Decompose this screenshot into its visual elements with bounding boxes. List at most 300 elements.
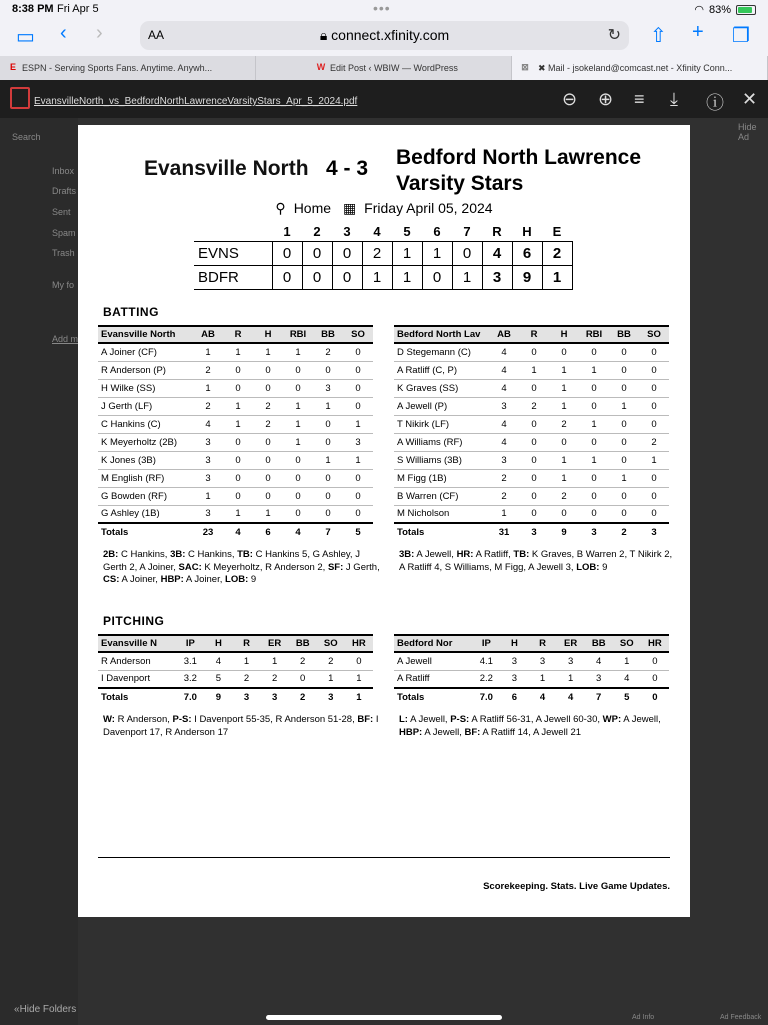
- stat-cell: 3.2: [176, 670, 204, 688]
- note-label: P-S:: [172, 714, 192, 725]
- line-cell: 2: [542, 241, 572, 265]
- totals-cell: 2: [289, 688, 317, 706]
- pitching-notes-away: [103, 714, 383, 739]
- table-row: [98, 487, 373, 505]
- stat-header-row: [394, 635, 669, 652]
- note-value: A Ratliff 14, A Jewell 21: [480, 726, 582, 738]
- stat-column-header: ER: [557, 635, 585, 652]
- stat-cell: 0: [283, 505, 313, 523]
- forward-icon[interactable]: ›: [96, 22, 103, 44]
- stat-cell: 0: [549, 343, 579, 361]
- stat-cell: 1: [549, 397, 579, 415]
- stat-cell: 0: [289, 670, 317, 688]
- stat-cell: 1: [223, 343, 253, 361]
- player-name: S Williams (3B): [394, 451, 489, 469]
- stat-cell: 0: [519, 379, 549, 397]
- stat-cell: 0: [313, 361, 343, 379]
- pitching-heading: PITCHING: [103, 614, 165, 628]
- batting-table-home: [394, 325, 669, 541]
- inning-header: 2: [313, 224, 321, 240]
- stat-cell: 0: [253, 433, 283, 451]
- note-label: BF:: [464, 726, 481, 738]
- stat-cell: 2: [519, 397, 549, 415]
- inning-header: E: [552, 224, 562, 240]
- stat-cell: 3: [528, 652, 556, 670]
- totals-cell: 7.0: [176, 688, 204, 706]
- stat-cell: 1: [283, 343, 313, 361]
- stat-cell: 0: [253, 469, 283, 487]
- note-label: 2B:: [103, 549, 119, 560]
- stat-cell: 5: [204, 670, 232, 688]
- ad-info-link[interactable]: Ad Info: [632, 1014, 655, 1021]
- stat-cell: 0: [639, 487, 669, 505]
- pdf-page: [78, 125, 690, 917]
- stat-cell: 1: [253, 505, 283, 523]
- stat-cell: 2: [193, 397, 223, 415]
- stat-cell: 2: [253, 415, 283, 433]
- table-row: [394, 415, 669, 433]
- stat-cell: 4: [489, 433, 519, 451]
- stat-cell: 0: [519, 343, 549, 361]
- stat-cell: 1: [579, 361, 609, 379]
- table-row: [394, 505, 669, 523]
- close-tab-icon[interactable]: ⊠: [521, 62, 529, 72]
- stat-cell: 2: [313, 343, 343, 361]
- player-name: D Stegemann (C): [394, 343, 489, 361]
- stat-cell: 0: [639, 415, 669, 433]
- player-name: A Ratliff (C, P): [394, 361, 489, 379]
- stat-cell: 0: [579, 379, 609, 397]
- tab-mail[interactable]: [512, 56, 768, 80]
- stat-cell: 1: [283, 415, 313, 433]
- game-meta: [78, 200, 690, 217]
- batting-heading: BATTING: [103, 305, 159, 319]
- totals-cell: 9: [549, 523, 579, 541]
- stat-header-row: [394, 326, 669, 343]
- stat-cell: 4: [585, 652, 613, 670]
- line-cell: 0: [452, 241, 482, 265]
- stat-column-header: H: [549, 326, 579, 343]
- line-cell: 0: [302, 241, 332, 265]
- pitching-table-home: [394, 634, 669, 706]
- table-row: [98, 670, 373, 688]
- player-name: M Figg (1B): [394, 469, 489, 487]
- stat-cell: 0: [343, 469, 373, 487]
- stat-cell: 0: [579, 343, 609, 361]
- note-value: A Ratliff 56-31, A Jewell 60-30,: [469, 714, 603, 725]
- totals-cell: 9: [204, 688, 232, 706]
- stat-cell: 1: [345, 670, 373, 688]
- stat-cell: 0: [609, 415, 639, 433]
- stat-cell: 0: [641, 652, 669, 670]
- stat-cell: 0: [253, 487, 283, 505]
- stat-cell: 2: [289, 652, 317, 670]
- note-label: HBP:: [399, 726, 423, 738]
- stat-column-header: IP: [176, 635, 204, 652]
- stat-cell: 0: [519, 415, 549, 433]
- stat-column-header: H: [253, 326, 283, 343]
- stat-cell: 0: [519, 433, 549, 451]
- hide-ad-link[interactable]: Hide Ad: [738, 122, 757, 142]
- stat-cell: 0: [639, 397, 669, 415]
- totals-cell: 4: [283, 523, 313, 541]
- stat-cell: 0: [253, 451, 283, 469]
- note-value: A Jewell,: [414, 549, 457, 560]
- table-row: [394, 379, 669, 397]
- line-team: BDFR: [194, 265, 272, 289]
- batting-notes-home: [399, 549, 679, 574]
- note-label: HBP:: [160, 574, 184, 585]
- totals-cell: 3: [519, 523, 549, 541]
- stat-cell: 0: [343, 379, 373, 397]
- player-name: T Nikirk (LF): [394, 415, 489, 433]
- player-name: A Jewell: [394, 652, 472, 670]
- stat-cell: 2: [489, 487, 519, 505]
- stat-cell: 4: [193, 415, 223, 433]
- stat-cell: 0: [519, 505, 549, 523]
- stat-cell: 2: [549, 415, 579, 433]
- stat-cell: 1: [313, 397, 343, 415]
- stat-column-header: IP: [472, 635, 500, 652]
- totals-cell: 3: [317, 688, 345, 706]
- stat-cell: 3: [489, 397, 519, 415]
- zoom-in-icon[interactable]: ⊕: [598, 89, 614, 109]
- stat-cell: 1: [609, 397, 639, 415]
- stat-cell: 1: [232, 652, 260, 670]
- note-value: A Jewell,: [407, 714, 451, 725]
- player-name: K Meyerholtz (2B): [98, 433, 193, 451]
- close-icon[interactable]: ✕: [742, 89, 758, 109]
- stat-cell: 2: [193, 361, 223, 379]
- totals-label: Totals: [98, 523, 193, 541]
- stat-cell: 0: [609, 379, 639, 397]
- folder-spam[interactable]: Spam: [52, 228, 76, 238]
- stat-cell: 0: [283, 487, 313, 505]
- home-indicator[interactable]: [266, 1015, 502, 1020]
- inning-header: 5: [403, 224, 411, 240]
- player-name: R Anderson (P): [98, 361, 193, 379]
- battery-icon: [736, 5, 756, 15]
- player-name: K Jones (3B): [98, 451, 193, 469]
- line-cell: 4: [482, 241, 512, 265]
- note-value: R Anderson,: [114, 714, 173, 725]
- batting-notes-away: [103, 549, 383, 587]
- stat-column-header: R: [223, 326, 253, 343]
- stat-cell: 0: [253, 361, 283, 379]
- stat-cell: 0: [283, 379, 313, 397]
- stat-cell: 1: [609, 469, 639, 487]
- line-cell: 0: [332, 265, 362, 289]
- line-cell: 9: [512, 265, 542, 289]
- team-column-header: Bedford Nor: [394, 635, 472, 652]
- table-row: [98, 397, 373, 415]
- stat-cell: 2: [489, 469, 519, 487]
- stat-cell: 0: [609, 451, 639, 469]
- menu-icon[interactable]: ≡: [634, 89, 645, 109]
- location-pin-icon: ⚲: [275, 200, 286, 216]
- player-name: R Anderson: [98, 652, 176, 670]
- player-name: K Graves (SS): [394, 379, 489, 397]
- stat-column-header: R: [519, 326, 549, 343]
- note-value: I Davenport 55-35, R Anderson 51-28,: [191, 714, 358, 725]
- stat-cell: 1: [549, 361, 579, 379]
- folder-trash[interactable]: Trash: [52, 248, 75, 258]
- note-value: 9: [599, 561, 608, 573]
- url-text[interactable]: [140, 27, 629, 44]
- stat-cell: 2: [317, 652, 345, 670]
- stat-cell: 3: [343, 433, 373, 451]
- info-icon[interactable]: ⓘ: [706, 93, 724, 113]
- status-right: [694, 3, 756, 16]
- stat-column-header: AB: [193, 326, 223, 343]
- multitask-dots-icon[interactable]: •••: [373, 0, 391, 16]
- note-label: HR:: [456, 549, 474, 560]
- stat-cell: 0: [579, 433, 609, 451]
- stat-cell: 1: [223, 415, 253, 433]
- pdf-filename[interactable]: EvansvilleNorth_vs_BedfordNorthLawrenceVarsityStars_Apr_5_2024.pdf: [34, 96, 358, 107]
- note-label: P-S:: [450, 714, 470, 725]
- inning-header: 6: [433, 224, 441, 240]
- note-label: CS:: [103, 574, 120, 585]
- stat-cell: 4: [489, 379, 519, 397]
- stat-cell: 0: [283, 361, 313, 379]
- stat-column-header: SO: [613, 635, 641, 652]
- note-value: C Hankins,: [118, 549, 171, 560]
- stat-column-header: HR: [641, 635, 669, 652]
- mail-search[interactable]: Search: [12, 132, 41, 142]
- stat-cell: 0: [579, 397, 609, 415]
- folder-inbox[interactable]: Inbox: [52, 166, 75, 176]
- lock-icon: 🔒︎: [319, 27, 332, 43]
- download-icon[interactable]: ⤓: [670, 89, 678, 109]
- stat-cell: 0: [223, 433, 253, 451]
- stat-header-row: [98, 635, 373, 652]
- team-column-header: Evansville N​: [98, 635, 176, 652]
- share-icon[interactable]: ⇧: [650, 25, 667, 47]
- totals-row: [394, 523, 669, 541]
- pdf-file-icon: [10, 87, 30, 109]
- stat-cell: 0: [609, 505, 639, 523]
- note-value: I Davenport 17, R Anderson 17: [103, 714, 379, 738]
- back-icon[interactable]: ‹: [60, 22, 67, 44]
- totals-cell: 6: [500, 688, 528, 706]
- stat-cell: 0: [313, 487, 343, 505]
- stat-cell: 0: [253, 379, 283, 397]
- table-row: [394, 397, 669, 415]
- note-value: A Jewell,: [422, 726, 465, 738]
- note-value: 9: [248, 574, 257, 585]
- totals-cell: 23: [193, 523, 223, 541]
- stat-cell: 0: [639, 505, 669, 523]
- table-row: [98, 415, 373, 433]
- pitching-notes-home: [399, 714, 679, 739]
- stat-cell: 3.1: [176, 652, 204, 670]
- game-date: Friday April 05, 2024: [364, 200, 493, 216]
- stat-cell: 0: [343, 397, 373, 415]
- stat-cell: 4: [489, 343, 519, 361]
- stat-cell: 2: [232, 670, 260, 688]
- player-name: A Joiner (CF): [98, 343, 193, 361]
- line-score-row: [194, 241, 572, 265]
- note-label: 3B:: [399, 549, 415, 560]
- stat-cell: 0: [283, 469, 313, 487]
- stat-cell: 0: [223, 487, 253, 505]
- table-row: [98, 343, 373, 361]
- stat-cell: 1: [283, 397, 313, 415]
- reader-aa-button[interactable]: AA: [148, 28, 165, 42]
- note-label: SF:: [327, 561, 344, 573]
- totals-cell: 7.0: [472, 688, 500, 706]
- stat-cell: 1: [253, 343, 283, 361]
- folder-sent[interactable]: Sent: [52, 207, 71, 217]
- stat-cell: 3: [489, 451, 519, 469]
- stat-cell: 0: [639, 469, 669, 487]
- line-team: EVNS: [194, 241, 272, 265]
- footer-tagline: Scorekeeping. Stats. Live Game Updates.: [483, 881, 670, 892]
- stat-column-header: BB: [609, 326, 639, 343]
- stat-cell: 1: [557, 670, 585, 688]
- inning-header: 7: [463, 224, 471, 240]
- inning-header: H: [522, 224, 532, 240]
- stat-column-header: ER: [261, 635, 289, 652]
- stat-cell: 0: [609, 433, 639, 451]
- line-cell: 0: [302, 265, 332, 289]
- stat-cell: 1: [549, 469, 579, 487]
- home-team-name: Bedford North Lawrence Varsity Stars: [396, 146, 642, 195]
- stat-cell: 0: [579, 487, 609, 505]
- my-folders[interactable]: My fo: [52, 280, 75, 290]
- line-cell: 1: [392, 265, 422, 289]
- stat-cell: 0: [223, 361, 253, 379]
- table-row: [98, 379, 373, 397]
- new-tab-icon[interactable]: +: [692, 21, 704, 43]
- totals-label: Totals: [394, 688, 472, 706]
- line-cell: 0: [332, 241, 362, 265]
- stat-column-header: H: [204, 635, 232, 652]
- stat-column-header: BB: [313, 326, 343, 343]
- inning-header: 1: [283, 224, 291, 240]
- sidebar-toggle-icon[interactable]: ▭: [16, 26, 35, 48]
- stat-cell: 3: [193, 451, 223, 469]
- note-label: W:: [103, 714, 115, 725]
- stat-cell: 0: [639, 361, 669, 379]
- team-column-header: Evansville North: [98, 326, 193, 343]
- tab-wordpress[interactable]: [256, 56, 512, 80]
- stat-column-header: HR: [345, 635, 373, 652]
- final-score: 4 - 3: [326, 157, 369, 180]
- stat-cell: 0: [549, 505, 579, 523]
- stat-cell: 3: [193, 433, 223, 451]
- batting-table-away: [98, 325, 373, 541]
- stat-cell: 0: [639, 379, 669, 397]
- wifi-icon: ◠: [694, 4, 704, 16]
- note-value: J Gerth,: [343, 561, 380, 573]
- tabs-overview-icon[interactable]: ❐: [732, 25, 750, 47]
- stat-cell: 0: [343, 487, 373, 505]
- note-value: K Meyerholtz, R Anderson 2,: [201, 561, 328, 573]
- add-folder-link[interactable]: Add m: [52, 334, 79, 344]
- stat-cell: 1: [579, 451, 609, 469]
- xfinity-favicon-icon: ✖: [538, 63, 549, 73]
- stat-cell: 2: [253, 397, 283, 415]
- player-name: C Hankins (C): [98, 415, 193, 433]
- stat-cell: 4.1: [472, 652, 500, 670]
- player-name: A Ratliff: [394, 670, 472, 688]
- line-cell: 1: [362, 265, 392, 289]
- totals-row: [394, 688, 669, 706]
- player-name: A Jewell (P): [394, 397, 489, 415]
- note-label: LOB:: [225, 574, 249, 585]
- line-cell: 1: [542, 265, 572, 289]
- hide-folders-label: Hide Folders: [19, 1004, 77, 1015]
- table-row: [394, 343, 669, 361]
- totals-cell: 5: [343, 523, 373, 541]
- reload-icon[interactable]: ↻: [607, 27, 621, 44]
- stat-cell: 2: [549, 487, 579, 505]
- tab-espn[interactable]: [0, 56, 256, 80]
- note-label: LOB:: [576, 561, 600, 573]
- table-row: [394, 670, 669, 688]
- zoom-out-icon[interactable]: ⊖: [562, 89, 578, 109]
- totals-cell: 2: [609, 523, 639, 541]
- stat-cell: 2: [261, 670, 289, 688]
- stat-cell: 4: [204, 652, 232, 670]
- line-cell: 0: [272, 241, 302, 265]
- note-label: BF:: [357, 714, 374, 725]
- stat-cell: 4: [489, 361, 519, 379]
- stat-cell: 3: [500, 652, 528, 670]
- table-row: [394, 487, 669, 505]
- ad-feedback-link[interactable]: Ad Feedback: [720, 1014, 762, 1021]
- stat-cell: 3: [193, 469, 223, 487]
- stat-cell: 1: [528, 670, 556, 688]
- player-name: J Gerth (LF): [98, 397, 193, 415]
- stat-column-header: BB: [585, 635, 613, 652]
- stat-cell: 1: [223, 397, 253, 415]
- player-name: M Nicholson: [394, 505, 489, 523]
- stat-column-header: R: [232, 635, 260, 652]
- stat-cell: 1: [283, 433, 313, 451]
- stat-cell: 0: [313, 505, 343, 523]
- note-label: WP:: [602, 714, 622, 725]
- hide-folders-button[interactable]: «Hide Folders: [14, 1004, 77, 1015]
- totals-label: Totals: [394, 523, 489, 541]
- totals-label: Totals: [98, 688, 176, 706]
- line-cell: 6: [512, 241, 542, 265]
- stat-cell: 1: [549, 379, 579, 397]
- totals-cell: 3: [639, 523, 669, 541]
- totals-cell: 0: [641, 688, 669, 706]
- stat-cell: 1: [489, 505, 519, 523]
- address-bar[interactable]: [140, 21, 629, 50]
- stat-cell: 0: [579, 469, 609, 487]
- stat-cell: 3: [585, 670, 613, 688]
- note-label: L:: [399, 714, 408, 725]
- stat-cell: 0: [549, 433, 579, 451]
- player-name: G Ashley (1B): [98, 505, 193, 523]
- browser-toolbar: [0, 18, 768, 56]
- line-cell: 1: [422, 241, 452, 265]
- folder-drafts[interactable]: Drafts: [52, 186, 77, 196]
- stat-cell: 0: [609, 487, 639, 505]
- stat-cell: 0: [579, 505, 609, 523]
- player-name: I Davenport: [98, 670, 176, 688]
- stat-cell: 0: [223, 469, 253, 487]
- stat-cell: 0: [519, 487, 549, 505]
- totals-cell: 3: [261, 688, 289, 706]
- tab-label: Edit Post ‹ WBIW — WordPress: [330, 63, 458, 73]
- stat-column-header: R: [528, 635, 556, 652]
